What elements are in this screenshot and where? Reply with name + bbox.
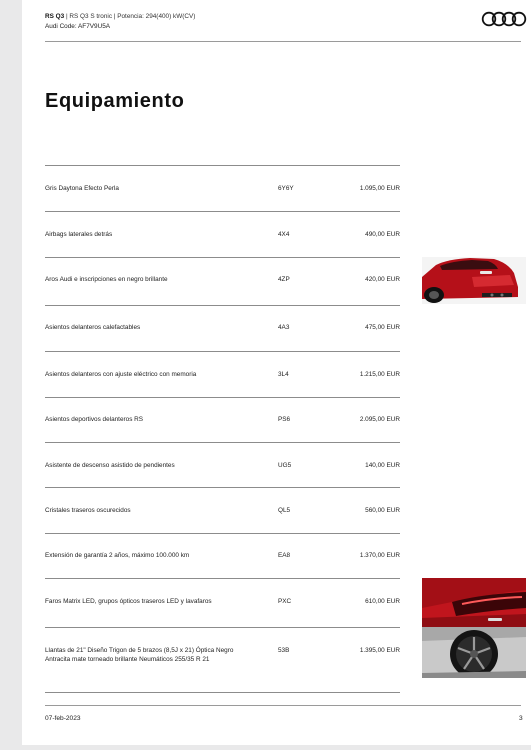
wheel-image [422, 627, 526, 678]
header-details: | RS Q3 S tronic | Potencia: 294(400) kW(CV) [64, 13, 196, 20]
item-code: 4A3 [278, 324, 290, 331]
thumbnail-car-rear-rings [422, 257, 526, 304]
item-description: Llantas de 21" Diseño Trigon de 5 brazos (8,5J x 21) Óptica Negro Antracita mate torneado brillante Neumáticos 255/35 R 21 [45, 647, 234, 663]
thumbnail-wheel [422, 627, 526, 678]
item-price: 420,00 EUR [365, 276, 400, 283]
item-description: Extensión de garantía 2 años, máximo 100.000 km [45, 552, 190, 559]
item-price: 140,00 EUR [365, 462, 400, 469]
item-price: 1.095,00 EUR [359, 185, 400, 192]
audi-code: Audi Code: AF7V9U5A [45, 23, 111, 30]
row-divider [45, 627, 400, 628]
item-price: 490,00 EUR [365, 231, 400, 238]
row-divider [45, 442, 400, 443]
row-divider [45, 487, 400, 488]
row-divider [45, 211, 400, 212]
item-code: 53B [278, 647, 290, 654]
item-code: 6Y6Y [278, 185, 294, 192]
item-description: Asientos delanteros calefactables [45, 324, 141, 331]
row-divider [45, 165, 400, 166]
item-code: 4X4 [278, 231, 290, 238]
row-divider [45, 533, 400, 534]
row-divider [45, 351, 400, 352]
header-model: RS Q3 [45, 13, 65, 20]
row-divider [45, 692, 400, 693]
header-model-line [45, 12, 195, 21]
item-price: 475,00 EUR [365, 324, 400, 331]
item-code: 4ZP [278, 276, 290, 283]
item-description: Asistente de descenso asistido de pendientes [45, 462, 175, 469]
section-title: Equipamiento [45, 90, 185, 112]
item-price: 610,00 EUR [365, 598, 400, 605]
item-code: PXC [278, 598, 292, 605]
footer-date: 07-feb-2023 [45, 715, 81, 722]
audi-rings-logo-icon [481, 11, 527, 27]
item-description: Faros Matrix LED, grupos ópticos traseros LED y lavafaros [45, 598, 212, 605]
rear-light-image [422, 578, 526, 627]
item-code: UG5 [278, 462, 292, 469]
car-rear-image [422, 257, 526, 304]
row-divider [45, 578, 400, 579]
item-price: 1.215,00 EUR [359, 371, 400, 378]
page-number: 3 [519, 715, 523, 722]
item-price: 560,00 EUR [365, 507, 400, 514]
item-description: Asientos delanteros con ajuste eléctrico con memoria [45, 371, 197, 378]
row-divider [45, 257, 400, 258]
item-price: 2.095,00 EUR [359, 416, 400, 423]
item-price: 1.395,00 EUR [359, 647, 400, 654]
item-code: QL5 [278, 507, 291, 514]
item-code: EA8 [278, 552, 291, 559]
item-description: Gris Daytona Efecto Perla [45, 185, 119, 192]
item-description: Cristales traseros oscurecidos [45, 507, 131, 514]
item-description: Aros Audi e inscripciones en negro brillante [45, 276, 168, 283]
item-price: 1.370,00 EUR [359, 552, 400, 559]
item-description: Airbags laterales detrás [45, 231, 113, 238]
item-code: PS6 [278, 416, 291, 423]
item-code: 3L4 [278, 371, 289, 378]
item-description: Asientos deportivos delanteros RS [45, 416, 144, 423]
document-page [22, 0, 531, 745]
row-divider [45, 397, 400, 398]
thumbnail-rear-light [422, 578, 526, 627]
header-divider [45, 41, 521, 42]
row-divider [45, 305, 400, 306]
footer-divider [45, 705, 521, 706]
